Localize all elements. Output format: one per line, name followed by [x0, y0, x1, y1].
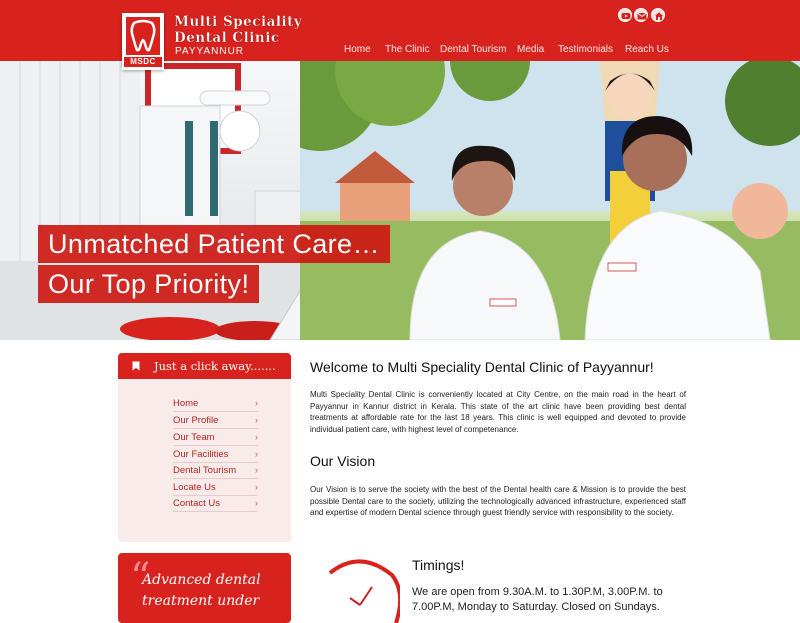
chevron-right-icon: ›	[255, 498, 258, 508]
home-icon[interactable]	[651, 8, 665, 22]
sidebar-item-our-facilities[interactable]: Our Facilities ›	[173, 449, 258, 463]
clock-icon	[320, 553, 400, 623]
sidebar-item-locate-us[interactable]: Locate Us ›	[173, 482, 258, 496]
nav-media[interactable]: Media	[517, 44, 545, 55]
logo-abbreviation: MSDC	[124, 57, 162, 67]
chevron-right-icon: ›	[255, 449, 258, 459]
hero-banner	[0, 61, 800, 340]
sidebar-item-dental-tourism[interactable]: Dental Tourism ›	[173, 465, 258, 479]
hero-doctors-photo	[300, 61, 800, 340]
clinic-logo[interactable]	[122, 13, 164, 70]
sidebar-item-our-profile[interactable]: Our Profile ›	[173, 415, 258, 429]
youtube-icon[interactable]	[618, 8, 632, 22]
brand-name-line2: Dental Clinic	[174, 30, 280, 46]
vision-title: Our Vision	[310, 453, 376, 469]
hero-slogan-line1: Unmatched Patient Care…	[38, 225, 390, 263]
chevron-right-icon: ›	[255, 415, 258, 425]
hero-slogan-line2: Our Top Priority!	[38, 265, 259, 303]
tooth-icon	[126, 17, 160, 55]
chevron-right-icon: ›	[255, 465, 258, 475]
nav-testimonials[interactable]: Testimonials	[558, 44, 614, 55]
bookmark-icon	[131, 361, 141, 371]
brand-name-line1: Multi Speciality	[174, 14, 303, 30]
nav-dental-tourism[interactable]: Dental Tourism	[440, 44, 507, 55]
quick-links-header	[118, 353, 291, 379]
welcome-paragraph: Multi Speciality Dental Clinic is conveniently located at City Centre, on the main road in the heart of Payyannur in Kannur district in Kerala. This state of the art clinic have been providing best dental treatments at affordable rate for the last 18 years. This clinic is well equipped and devoted to provide individual patient care, with highest level of competenance.	[310, 390, 686, 434]
sidebar-item-contact-us[interactable]: Contact Us ›	[173, 498, 258, 512]
nav-reach-us[interactable]: Reach Us	[625, 44, 669, 55]
quote-text: Advanced dental treatment under	[142, 572, 261, 609]
vision-paragraph: Our Vision is to serve the society with the best of the Dental health care & Mission is to provide the best possible Dental care to the society, utilizing the technologically advanced infrastructure, experienced staff and expertise of modern Dental science through guest friendly service with responsibility to the society.	[310, 485, 686, 518]
sidebar-item-home[interactable]: Home ›	[173, 398, 258, 412]
nav-the-clinic[interactable]: The Clinic	[385, 44, 430, 55]
chevron-right-icon: ›	[255, 398, 258, 408]
chevron-right-icon: ›	[255, 432, 258, 442]
sidebar-item-our-team[interactable]: Our Team ›	[173, 432, 258, 446]
timings-text: We are open from 9.30A.M. to 1.30P.M, 3.00P.M. to 7.00P.M, Monday to Saturday. Closed on Sundays.	[412, 586, 663, 613]
chevron-right-icon: ›	[255, 482, 258, 492]
quick-links-panel	[118, 353, 291, 542]
nav-home[interactable]: Home	[344, 44, 371, 55]
email-icon[interactable]	[634, 8, 648, 22]
quote-mark-icon: “	[130, 555, 151, 601]
quick-links-title: Just a click away.......	[154, 359, 276, 373]
welcome-title: Welcome to Multi Speciality Dental Clinic of Payyannur!	[310, 359, 654, 375]
timings-title: Timings!	[412, 557, 465, 573]
site-header	[0, 0, 800, 61]
brand-location: PAYYANNUR	[175, 46, 245, 57]
quote-panel	[118, 553, 291, 623]
